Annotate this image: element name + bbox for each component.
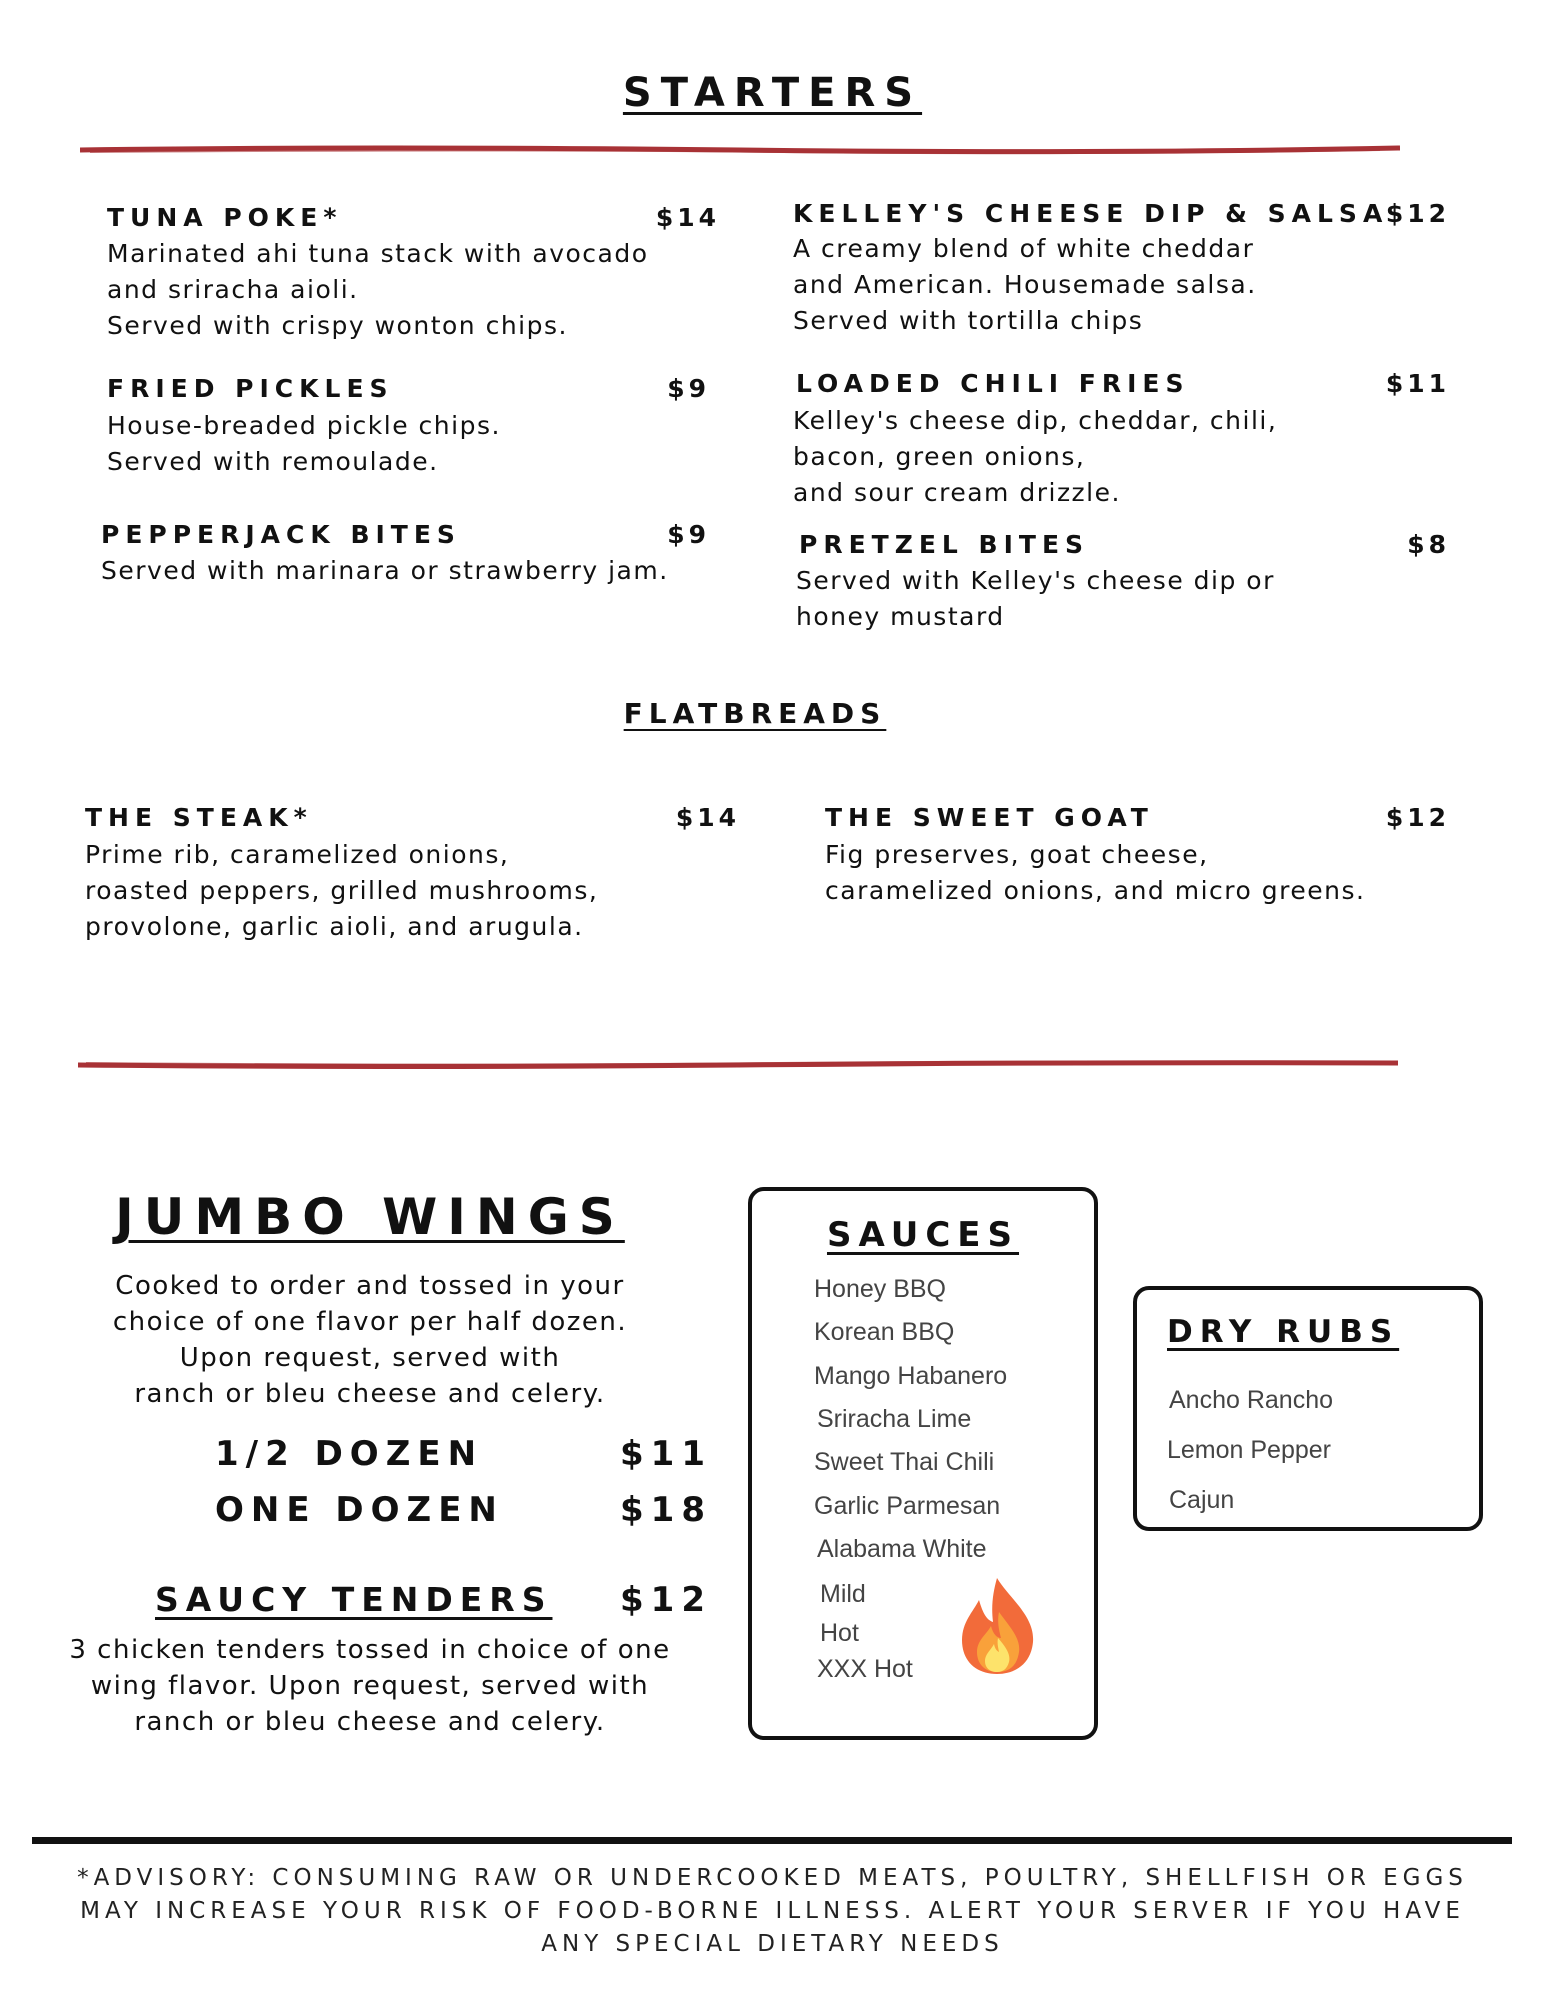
jumbo-wings-title: JUMBO WINGS [115, 1188, 625, 1246]
item-price-the-sweet-goat: $12 [1385, 803, 1450, 832]
sauce-item: Korean BBQ [814, 1318, 955, 1346]
item-name-tuna-poke: TUNA POKE* [107, 203, 343, 232]
half-dozen-price: $11 [620, 1434, 712, 1474]
item-price-the-steak: $14 [675, 803, 740, 832]
rub-item: Lemon Pepper [1167, 1436, 1332, 1464]
item-price-loaded-chili-fries: $11 [1385, 369, 1450, 398]
item-desc-fried-pickles: House-breaded pickle chips. Served with remoulade. [107, 411, 501, 476]
sauces-title: SAUCES [826, 1215, 1020, 1255]
sauce-item: Sweet Thai Chili [814, 1448, 995, 1476]
tenders-description: 3 chicken tenders tossed in choice of one wing flavor. Upon request, served with ranch or bleu cheese and celery. [69, 1635, 671, 1737]
sauces-box [748, 1187, 1098, 1740]
item-price-fried-pickles: $9 [667, 374, 710, 403]
sauce-item: Mild [820, 1580, 866, 1608]
sauce-item: Alabama White [817, 1535, 987, 1563]
saucy-tenders-price: $12 [620, 1580, 712, 1620]
item-desc-cheese-dip-salsa: A creamy blend of white cheddar and American. Housemade salsa. Served with tortilla chips [793, 234, 1257, 335]
flatbreads-title: FLATBREADS [623, 697, 887, 730]
item-name-loaded-chili-fries: LOADED CHILI FRIES [796, 369, 1190, 398]
item-desc-pretzel-bites: Served with Kelley's cheese dip or honey mustard [796, 566, 1275, 631]
item-desc-pepperjack-bites: Served with marinara or strawberry jam. [101, 556, 669, 585]
item-price-pepperjack-bites: $9 [667, 520, 710, 549]
item-desc-the-steak: Prime rib, caramelized onions, roasted peppers, grilled mushrooms, provolone, garlic aioli, and arugula. [85, 840, 599, 941]
dry-rubs-title: DRY RUBS [1167, 1314, 1400, 1350]
dry-rubs-box [1133, 1286, 1483, 1531]
one-dozen-label: ONE DOZEN [215, 1490, 504, 1530]
fire-icon [957, 1576, 1039, 1676]
sauce-item: Sriracha Lime [817, 1405, 972, 1433]
item-name-the-steak: THE STEAK* [85, 803, 313, 832]
starters-title: STARTERS [622, 70, 923, 116]
footer-rule [32, 1837, 1512, 1844]
sauce-item: Hot [820, 1619, 859, 1647]
sauce-item: Garlic Parmesan [814, 1492, 1001, 1520]
sauce-item: XXX Hot [817, 1655, 913, 1683]
saucy-tenders-title: SAUCY TENDERS [155, 1580, 553, 1619]
one-dozen-price: $18 [620, 1490, 712, 1530]
item-price-pretzel-bites: $8 [1407, 530, 1450, 559]
sauce-item: Mango Habanero [814, 1362, 1008, 1390]
rub-item: Ancho Rancho [1169, 1386, 1334, 1414]
item-price-tuna-poke: $14 [655, 203, 720, 232]
item-desc-tuna-poke: Marinated ahi tuna stack with avocado and sriracha aioli. Served with crispy wonton chips. [107, 239, 649, 340]
top-brush-divider [80, 140, 1400, 160]
item-name-pepperjack-bites: PEPPERJACK BITES [101, 520, 461, 549]
item-name-fried-pickles: FRIED PICKLES [107, 374, 394, 403]
item-name-the-sweet-goat: THE SWEET GOAT [825, 803, 1154, 832]
item-desc-the-sweet-goat: Fig preserves, goat cheese, caramelized onions, and micro greens. [825, 840, 1366, 905]
rub-item: Cajun [1169, 1486, 1235, 1514]
item-desc-loaded-chili-fries: Kelley's cheese dip, cheddar, chili, bacon, green onions, and sour cream drizzle. [793, 406, 1278, 507]
item-name-pretzel-bites: PRETZEL BITES [799, 530, 1090, 559]
item-name-cheese-dip-salsa: KELLEY'S CHEESE DIP & SALSA [793, 199, 1389, 228]
item-price-cheese-dip-salsa: $12 [1385, 199, 1450, 228]
advisory-text: *ADVISORY: CONSUMING RAW OR UNDERCOOKED MEATS, POULTRY, SHELLFISH OR EGGS MAY INCREASE YOUR RISK OF FOOD-BORNE ILLNESS. ALERT YOUR SERVER IF YOU HAVE ANY SPECIAL DIETARY NEEDS [77, 1865, 1468, 1957]
wings-description: Cooked to order and tossed in your choice of one flavor per half dozen. Upon request, served with ranch or bleu cheese and celery. [112, 1271, 628, 1409]
sauce-item: Honey BBQ [814, 1275, 947, 1303]
half-dozen-label: 1/2 DOZEN [215, 1434, 484, 1474]
middle-brush-divider [78, 1055, 1398, 1075]
